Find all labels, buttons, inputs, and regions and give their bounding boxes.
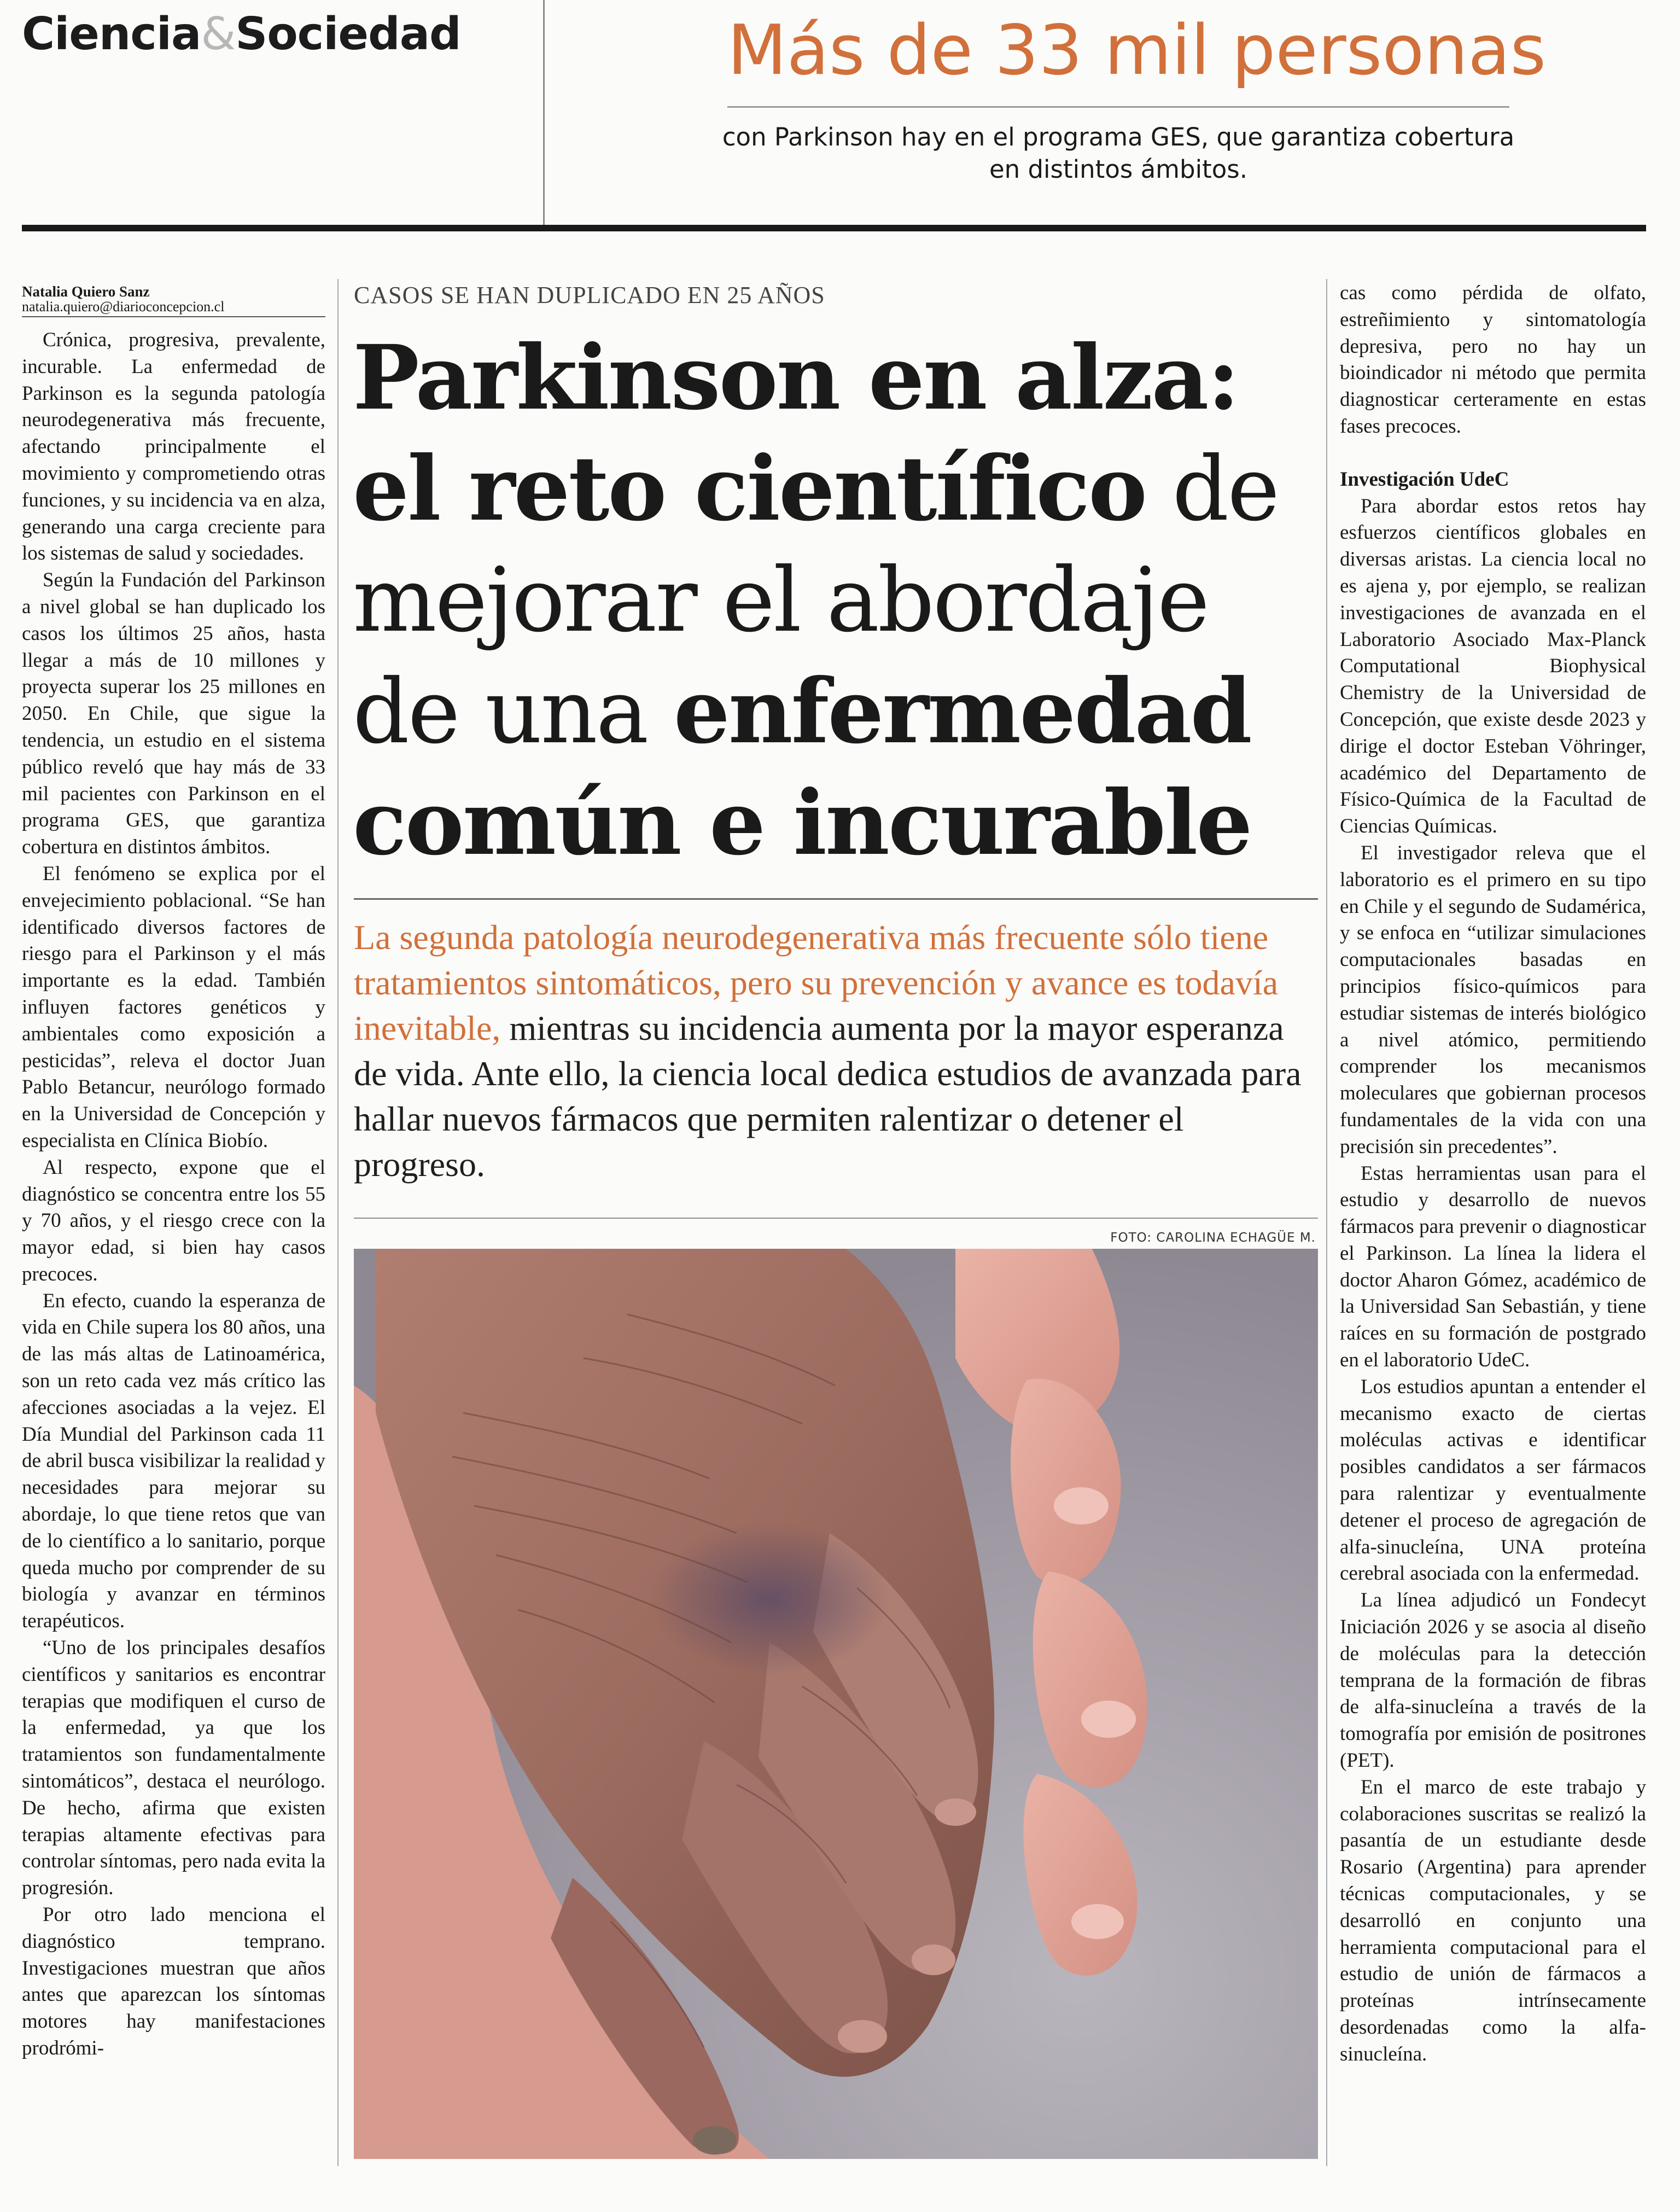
article-paragraph: Estas herramientas usan para el estudio y desarrollo de nuevos fármacos para prevenir o diagnosticar el Parkinson. La línea la lidera el doctor Aharon Gómez, académico de la Universidad San Sebastián, y tiene raíces en su formación de postgrado en el laboratorio UdeC.	[1340, 1162, 1646, 1372]
article-paragraph: Los estudios apuntan a entender el mecanismo exacto de ciertas moléculas activas e identificar posibles candidatos a ser fármacos para ralentizar y eventualmente detener el proceso de agregación de alfa-sinucleína, UNA proteína cerebral asociada con la enfermedad.	[1340, 1375, 1646, 1585]
article-kicker: CASOS SE HAN DUPLICADO EN 25 AÑOS	[354, 282, 825, 308]
section-ampersand: &	[201, 8, 236, 60]
headline-line: común e incurable	[353, 771, 1251, 875]
section-logo	[22, 10, 461, 59]
headline-light: de	[1146, 438, 1279, 541]
header-rule	[22, 225, 1646, 231]
article-paragraph: “Uno de los principales desafíos científicos y sanitarios es encontrar terapias que modifiquen el curso de la enfermedad, ya que los tratamientos son fundamentalmente sintomáticos”, destaca el neurólogo. De hecho, afirma que existen terapias altamente efectivas para controlar síntomas, pero nada evita la progresión.	[22, 1637, 325, 1900]
article-paragraph: Según la Fundación del Parkinson a nivel global se han duplicado los casos los últimos 25 años, hasta llegar a más de 10 millones y proyecta superar los 25 millones en 2050. En Chile, que sigue la tendencia, un estudio en el sistema público reveló que hay más de 33 mil pacientes con Parkinson en el programa GES, que garantiza cobertura en distintos ámbitos.	[22, 569, 325, 859]
deck-text: mientras su incidencia aumenta por la mayor esperanza de vida. Ante ello, la ciencia local dedica estudios de avanzada para hallar nuevos fármacos que permiten ralentizar o detener el progreso.	[354, 1009, 1302, 1184]
article-paragraph: En el marco de este trabajo y colaboraciones suscritas se realizó la pasantía de un estudiante desde Rosario (Argentina) para aprender técnicas computacionales, y se desarrolló en conjunto una herramienta computacional para el estudio de unión de fármacos a proteínas intrínsecamente desordenadas como la alfa-sinucleína.	[1340, 1776, 1646, 2065]
deck-rule	[354, 898, 1318, 900]
article-paragraph: El investigador releva que el laboratorio es el primero en su tipo en Chile y el segundo de Sudamérica, y se enfoca en “utilizar simulaciones computacionales basadas en principios físico-químicos para estudiar sistemas de interés biológico a nivel atómico, permitiendo comprender los mecanismos moleculares que gobiernan procesos fundamentales de la vida con una precisión sin precedentes”.	[1340, 841, 1646, 1158]
article-photo-hands	[354, 1249, 1318, 2159]
byline-author: Natalia Quiero Sanz	[22, 283, 150, 300]
headline-line: Parkinson en alza:	[353, 326, 1239, 430]
headline-line: mejorar el abordaje	[353, 549, 1209, 652]
article-paragraph: cas como pérdida de olfato, estreñimiento y sintomatología depresiva, pero no hay un bioindicador ni método que permita diagnosticar certeramente en estas fases precoces.	[1340, 282, 1646, 438]
header-divider	[543, 0, 545, 225]
article-paragraph: El fenómeno se explica por el envejecimiento poblacional. “Se han identificado diversos factores de riesgo para el Parkinson y el más importante es la edad. También influyen factores genéticos y ambientales como exposición a pesticidas”, releva el doctor Juan Pablo Betancur, neurólogo formado en la Universidad de Concepción y especialista en Clínica Biobío.	[22, 862, 325, 1152]
byline-email: natalia.quiero@diarioconcepcion.cl	[22, 299, 225, 315]
hands-illustration	[354, 1249, 1318, 2159]
photo-credit: FOTO: CAROLINA ECHAGÜE M.	[1110, 1231, 1316, 1245]
right-column	[1340, 280, 1646, 2068]
left-column	[22, 327, 325, 2062]
column-divider	[1326, 279, 1327, 2166]
photo-rule	[354, 1218, 1318, 1219]
deck-accent: La segunda patología neurodegenerativa más frecuente sólo tiene tratamientos sintomáticos, pero su prevención y avance es todavía inevitable,	[354, 918, 1279, 1047]
article-paragraph: La línea adjudicó un Fondecyt Iniciación 2026 y se asocia al diseño de moléculas para la detección temprana de la formación de fibras de alfa-sinucleína a través de la tomografía por emisión de positrones (PET).	[1340, 1589, 1646, 1772]
article-paragraph: Crónica, progresiva, prevalente, incurable. La enfermedad de Parkinson es la segunda patología neurodegenerativa más frecuente, afectando principalmente el movimiento y comprometiendo otras funciones, y su incidencia va en alza, generando una carga creciente para los sistemas de salud y sociedades.	[22, 329, 325, 565]
section-name-left: Ciencia	[22, 8, 201, 60]
article-paragraph: Para abordar estos retos hay esfuerzos científicos globales en diversas aristas. La ciencia local no es ajena y, por ejemplo, se realizan investigaciones de avanzada en el Laboratorio Asociado Max-Planck Computational Biophysical Chemistry de la Universidad de Concepción, que existe desde 2023 y dirige el doctor Esteban Vöhringer, académico del Departamento de Físico-Química de la Facultad de Ciencias Químicas.	[1340, 494, 1646, 838]
section-name-right: Sociedad	[235, 8, 461, 60]
article-paragraph: En efecto, cuando la esperanza de vida en Chile supera los 80 años, una de las más altas de Latinoamérica, son un reto cada vez más crítico las afecciones asociadas a la vejez. El Día Mundial del Parkinson cada 11 de abril busca visibilizar la realidad y necesidades para mejorar su abordaje, lo que tiene retos que van de lo científico a lo sanitario, porque queda mucho por comprender de su biología y avanzar en términos terapéuticos.	[22, 1289, 325, 1633]
article-paragraph: Por otro lado menciona el diagnóstico temprano. Investigaciones muestran que años antes que aparezcan los síntomas motores hay manifestaciones prodrómi-	[22, 1904, 325, 2059]
article-headline	[353, 323, 1321, 879]
headline-light: de una	[353, 661, 674, 764]
column-divider	[337, 279, 339, 2166]
headline-bold: el reto científico	[353, 437, 1146, 541]
article-subhead: Investigación UdeC	[1340, 468, 1509, 491]
callout-figure: Más de 33 mil personas	[727, 10, 1547, 90]
callout-subtext: con Parkinson hay en el programa GES, que garantiza cobertura en distintos ámbitos.	[722, 123, 1515, 184]
callout-rule	[727, 106, 1509, 108]
article-paragraph: Al respecto, expone que el diagnóstico se concentra entre los 55 y 70 años, y el riesgo crece con la mayor edad, si bien hay casos precoces.	[22, 1156, 325, 1285]
byline-rule	[22, 316, 325, 317]
headline-bold: enfermedad	[673, 660, 1251, 764]
article-deck	[354, 915, 1316, 1187]
